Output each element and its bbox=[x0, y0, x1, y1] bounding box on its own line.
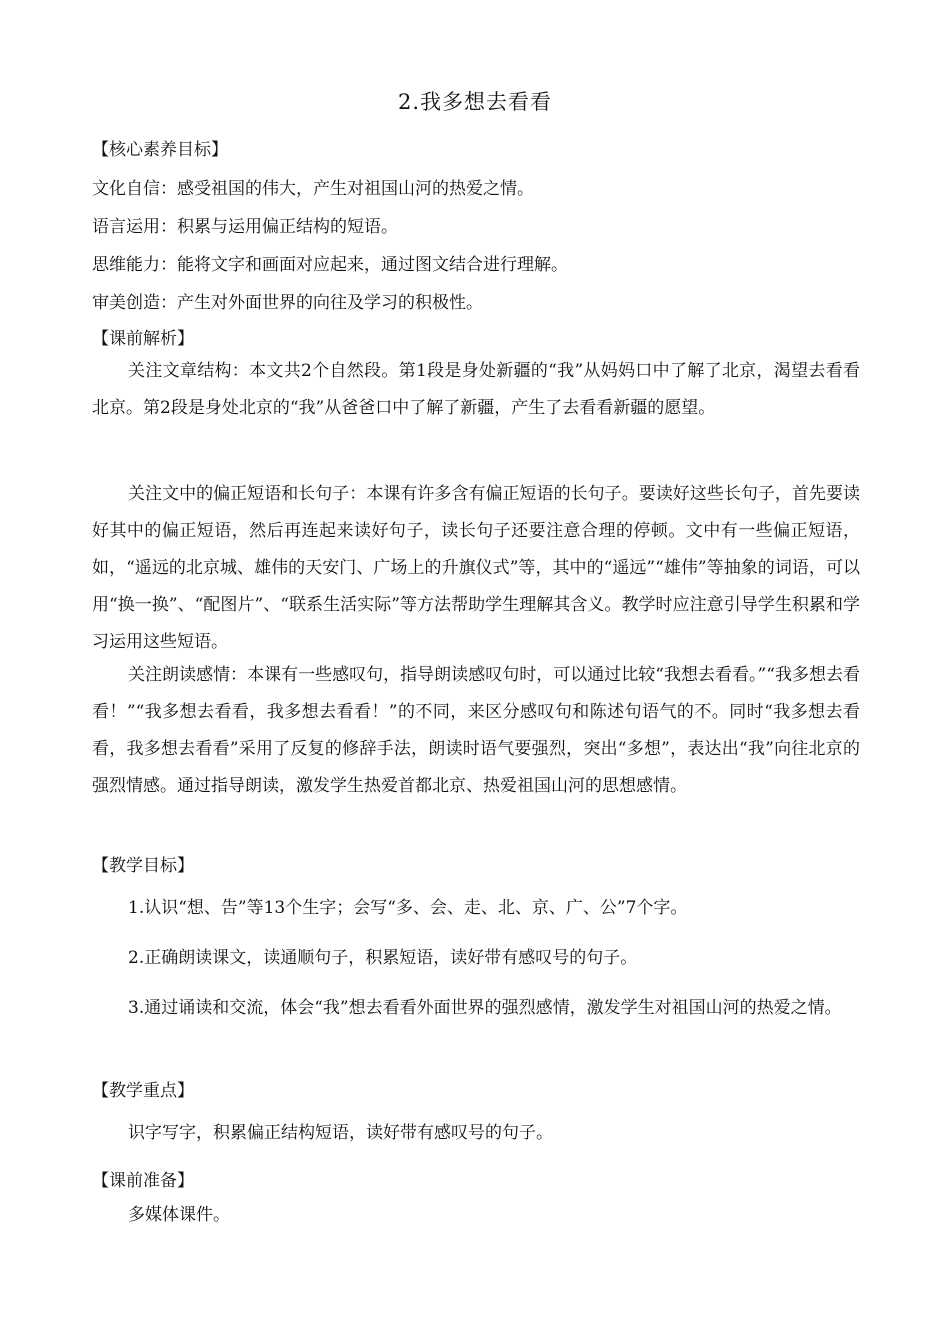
core-item-aesthetic: 审美创造：产生对外面世界的向往及学习的积极性。 bbox=[92, 293, 483, 313]
section-heading-prep: 【课前准备】 bbox=[92, 1171, 194, 1191]
section-heading-focus: 【教学重点】 bbox=[92, 1081, 194, 1101]
core-item-culture: 文化自信：感受祖国的伟大，产生对祖国山河的热爱之情。 bbox=[92, 179, 534, 199]
section-heading-goals: 【教学目标】 bbox=[92, 856, 194, 876]
goal-item-1: 1.认识“想、告”等13个生字；会写“多、会、走、北、京、广、公”7个字。 bbox=[128, 898, 688, 918]
section-heading-analysis: 【课前解析】 bbox=[92, 329, 194, 349]
goal-item-2: 2.正确朗读课文，读通顺句子，积累短语，读好带有感叹号的句子。 bbox=[128, 948, 638, 968]
goal-item-3: 3.通过诵读和交流，体会“我”想去看看外面世界的强烈感情，激发学生对祖国山河的热爱之情。 bbox=[128, 998, 842, 1018]
analysis-paragraph-reading: 关注朗读感情：本课有一些感叹句，指导朗读感叹句时，可以通过比较“我想去看看。”“我多想去看看！”“我多想去看看，我多想去看看！”的不同，来区分感叹句和陈述句语气的不。同时“我多想去看看，我多想去看看”采用了反复的修辞手法，朗读时语气要强烈，突出“多想”，表达出“我”向往北京的强烈情感。通过指导朗读，激发学生热爱首都北京、热爱祖国山河的思想感情。 bbox=[92, 665, 860, 796]
core-item-language: 语言运用：积累与运用偏正结构的短语。 bbox=[92, 217, 398, 237]
prep-text: 多媒体课件。 bbox=[128, 1205, 230, 1225]
core-item-thinking: 思维能力：能将文字和画面对应起来，通过图文结合进行理解。 bbox=[92, 255, 568, 275]
page-title: 2.我多想去看看 bbox=[397, 90, 553, 114]
analysis-paragraph-structure: 关注文章结构：本文共2个自然段。第1段是身处新疆的“我”从妈妈口中了解了北京，渴望去看看北京。第2段是身处北京的“我”从爸爸口中了解了新疆，产生了去看看新疆的愿望。 bbox=[92, 361, 860, 418]
analysis-paragraph-phrases: 关注文中的偏正短语和长句子：本课有许多含有偏正短语的长句子。要读好这些长句子，首先要读好其中的偏正短语，然后再连起来读好句子，读长句子还要注意合理的停顿。文中有一些偏正短语，如，“遥远的北京城、雄伟的天安门、广场上的升旗仪式”等，其中的“遥远”“雄伟”等抽象的词语，可以用“换一换”、“配图片”、“联系生活实际”等方法帮助学生理解其含义。教学时应注意引导学生积累和学习运用这些短语。 bbox=[92, 484, 860, 652]
section-heading-core: 【核心素养目标】 bbox=[92, 140, 228, 160]
focus-text: 识字写字，积累偏正结构短语，读好带有感叹号的句子。 bbox=[128, 1123, 553, 1143]
